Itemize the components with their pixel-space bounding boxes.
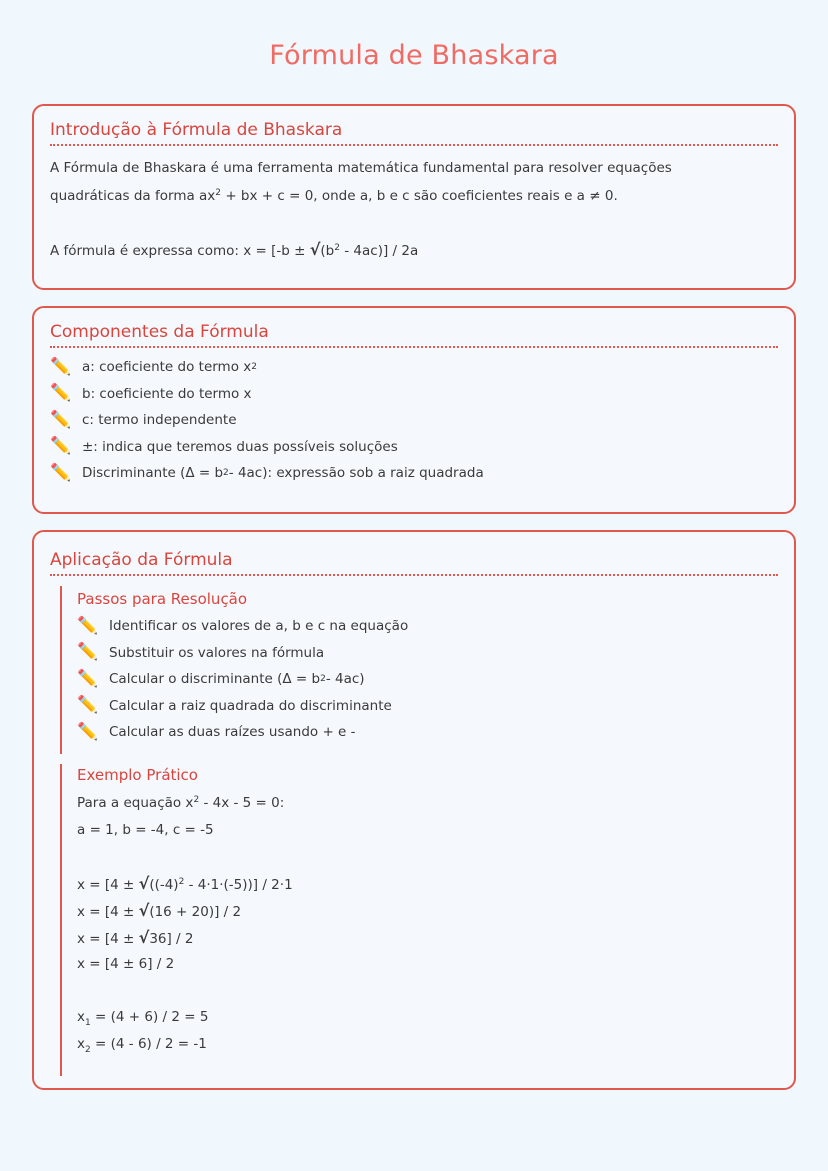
item-text: ±: indica que teremos duas possíveis soluções: [82, 438, 398, 455]
steps-list: [77, 613, 778, 746]
item-rest: - 4ac): [325, 671, 365, 687]
item-rest: - 4ac): expressão sob a raiz quadrada: [228, 465, 484, 481]
steps-section: [60, 586, 778, 754]
list-item: [50, 434, 778, 461]
step-b: ((-4): [149, 877, 179, 893]
pencil-icon: ✏️: [50, 462, 72, 483]
list-item: [77, 640, 778, 667]
item-text: Substituir os valores na fórmula: [109, 644, 325, 661]
pencil-icon: ✏️: [77, 668, 99, 689]
intro-formula-b: (b: [320, 243, 335, 259]
item-text: b: coeficiente do termo x: [82, 385, 252, 402]
list-item: ✏️ a: coeficiente do termo x 2: [50, 354, 778, 381]
list-item: [50, 381, 778, 408]
example-step-3: [77, 924, 778, 951]
root-rest: = (4 + 6) / 2 = 5: [90, 1009, 209, 1025]
example-equation: [77, 790, 778, 817]
application-heading: Aplicação da Fórmula: [50, 550, 778, 576]
example-coefficients: a = 1, b = -4, c = -5: [77, 822, 214, 838]
intro-heading: Introdução à Fórmula de Bhaskara: [50, 120, 778, 146]
list-item: [77, 613, 778, 640]
sqrt-icon: √: [138, 901, 150, 920]
components-heading: Componentes da Fórmula: [50, 322, 778, 348]
item-text: Identificar os valores de a, b e c na equação: [109, 618, 409, 634]
eq-b: - 4x - 5 = 0:: [199, 795, 285, 811]
root-sub: 1: [85, 1018, 91, 1028]
intro-line-2-sup: 2: [215, 188, 222, 198]
intro-line-2: [50, 182, 778, 210]
intro-line-1: A Fórmula de Bhaskara é uma ferramenta matemática fundamental para resolver equações: [50, 160, 672, 176]
step-a: x = [4 ±: [77, 931, 139, 947]
step-a: x = [4 ±: [77, 877, 139, 893]
example-step-2: [77, 897, 778, 924]
intro-line-2-b: + bx + c = 0, onde a, b e c são coeficientes reais e a ≠ 0.: [221, 188, 618, 204]
item-text: Calcular a raiz quadrada do discriminante: [109, 697, 392, 714]
intro-card: [32, 104, 796, 290]
intro-line-2-a: quadráticas da forma ax: [50, 188, 216, 204]
intro-formula-sup: 2: [334, 243, 340, 253]
root-rest: = (4 - 6) / 2 = -1: [90, 1036, 207, 1052]
components-card: [32, 306, 796, 514]
pencil-icon: ✏️: [77, 642, 99, 663]
list-item: ✏️ Discriminante (Δ = b 2 - 4ac): expressão sob a raiz quadrada: [50, 460, 778, 487]
components-list: [50, 354, 778, 487]
pencil-icon: ✏️: [77, 615, 99, 636]
step-c: - 4·1·(-5))] / 2·1: [184, 877, 293, 893]
page-title: Fórmula de Bhaskara: [269, 40, 559, 71]
root-x: x: [77, 1009, 85, 1025]
root-sub: 2: [85, 1045, 91, 1055]
list-item: [77, 719, 778, 746]
application-card: [32, 530, 796, 1090]
example-step-4: x = [4 ± 6] / 2: [77, 956, 175, 972]
sqrt-icon: √: [309, 240, 321, 259]
intro-body: [50, 154, 778, 265]
eq-sup: 2: [193, 795, 200, 805]
pencil-icon: ✏️: [77, 721, 99, 742]
intro-formula-a: A fórmula é expressa como: x = [-b ±: [50, 243, 310, 259]
step-sup: 2: [178, 877, 185, 887]
sqrt-icon: √: [138, 874, 150, 893]
item-text: Calcular as duas raízes usando + e -: [109, 724, 356, 740]
pencil-icon: ✏️: [50, 356, 72, 377]
example-heading: Exemplo Prático: [77, 766, 198, 784]
example-root-2: [77, 1031, 778, 1058]
list-item: [50, 407, 778, 434]
pencil-icon: ✏️: [50, 436, 72, 457]
item-text: Calcular o discriminante (Δ = b: [109, 671, 321, 687]
pencil-icon: ✏️: [50, 383, 72, 404]
item-text: c: termo independente: [82, 412, 237, 428]
steps-heading: Passos para Resolução: [77, 590, 248, 608]
example-section: [60, 764, 778, 1076]
pencil-icon: ✏️: [77, 695, 99, 716]
example-step-1: [77, 870, 778, 897]
item-text: a: coeficiente do termo x: [82, 359, 252, 375]
item-text: Discriminante (Δ = b: [82, 465, 224, 481]
list-item: ✏️ Calcular o discriminante (Δ = b 2 - 4ac): [77, 666, 778, 693]
list-item: [77, 693, 778, 720]
sqrt-icon: √: [138, 928, 150, 947]
intro-formula-c: - 4ac)] / 2a: [339, 243, 419, 259]
step-b: 36] / 2: [149, 931, 194, 947]
example-root-1: [77, 1004, 778, 1031]
eq-a: Para a equação x: [77, 795, 194, 811]
root-x: x: [77, 1036, 85, 1052]
step-a: x = [4 ±: [77, 904, 139, 920]
step-b: (16 + 20)] / 2: [149, 904, 242, 920]
pencil-icon: ✏️: [50, 409, 72, 430]
intro-formula: [50, 236, 778, 265]
